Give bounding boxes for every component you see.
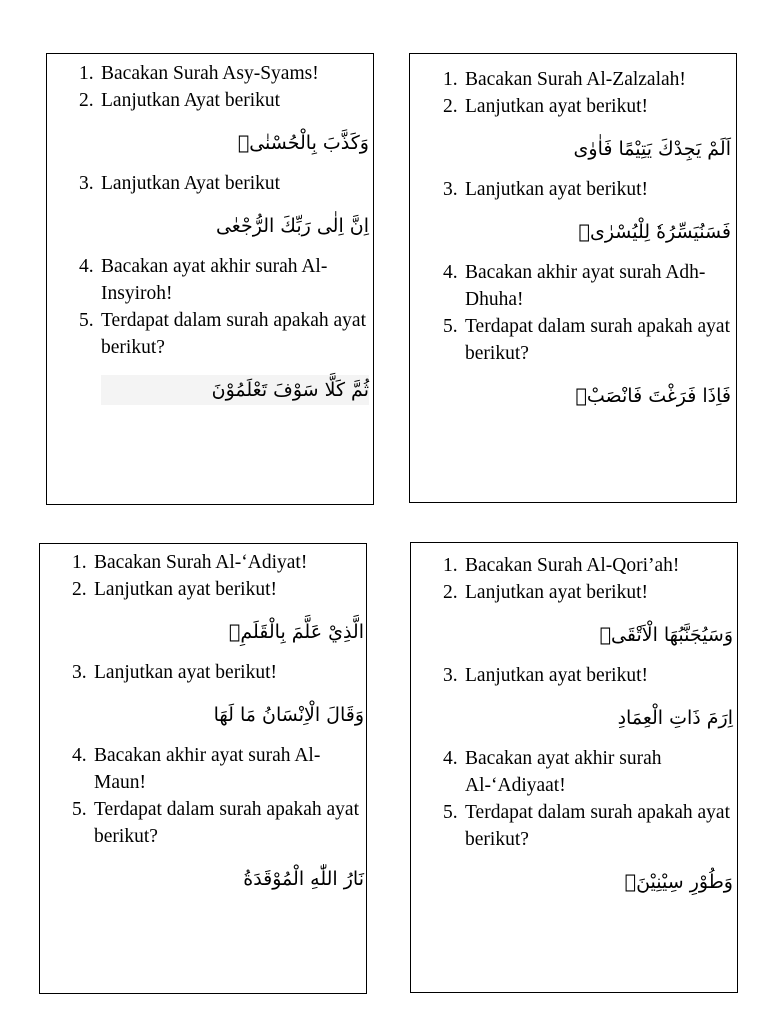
question-text: Bacakan Surah Asy-Syams! (101, 63, 319, 84)
arabic-verse: فَسَنُيَسِّرُهٗ لِلْيُسْرٰىۗ (578, 221, 731, 243)
question-text: Terdapat dalam surah apakah ayat berikut? (465, 802, 731, 850)
question-3: 3. Lanjutkan ayat berikut! فَسَنُيَسِّرُهٗ لِلْيُسْرٰىۗ (443, 176, 731, 247)
question-text: Lanjutkan ayat berikut! (465, 96, 649, 117)
question-text: Lanjutkan Ayat berikut (101, 90, 281, 111)
arabic-verse: فَاِذَا فَرَغْتَ فَانْصَبْۙ (575, 385, 731, 407)
question-text: Bacakan Surah Al-Zalzalah! (465, 69, 686, 90)
question-text: Terdapat dalam surah apakah ayat berikut? (94, 799, 360, 847)
arabic-verse: الَّذِيْ عَلَّمَ بِالْقَلَمِۙ (228, 621, 364, 643)
question-text: Lanjutkan ayat berikut! (465, 582, 649, 603)
question-text: Terdapat dalam surah apakah ayat berikut? (465, 316, 731, 364)
question-5: 5. Terdapat dalam surah apakah ayat berikut? وَطُوْرِ سِيْنِيْنَۙ (443, 799, 733, 897)
arabic-verse: وَسَيُجَنَّبُهَا الْاَتْقَىۙ (599, 624, 733, 646)
question-list (443, 66, 731, 423)
arabic-verse: اِنَّ اِلٰى رَبِّكَ الرُّجْعٰى (215, 215, 369, 237)
question-card-3 (39, 543, 367, 994)
question-3: 3. Lanjutkan ayat berikut! وَقَالَ الْاِنْسَانُ مَا لَهَا (72, 659, 364, 730)
question-text: Lanjutkan ayat berikut! (465, 665, 649, 686)
question-text: Bacakan Surah Al-‘Adiyat! (94, 552, 308, 573)
question-2: 2. Lanjutkan Ayat berikut وَكَذَّبَ بِالْحُسْنٰىۙ (79, 87, 369, 158)
arabic-verse: اِرَمَ ذَاتِ الْعِمَادِ (617, 707, 733, 729)
question-4: 4. Bacakan akhir ayat surah Al-Maun! (72, 745, 321, 793)
question-1: 1. Bacakan Surah Al-Qori’ah! (443, 555, 680, 576)
question-text: Lanjutkan Ayat berikut (101, 173, 281, 194)
arabic-verse: اَلَمْ يَجِدْكَ يَتِيْمًا فَاٰوٰى (573, 138, 731, 160)
arabic-verse: نَارُ اللّٰهِ الْمُوْقَدَةُ (243, 868, 364, 890)
question-text: Bacakan Surah Al-Qori’ah! (465, 555, 680, 576)
arabic-verse: وَكَذَّبَ بِالْحُسْنٰىۙ (237, 132, 369, 154)
question-2: 2. Lanjutkan ayat berikut! وَسَيُجَنَّبُهَا الْاَتْقَىۙ (443, 579, 733, 650)
question-text: Lanjutkan ayat berikut! (94, 662, 278, 683)
question-1: 1. Bacakan Surah Al-‘Adiyat! (72, 552, 308, 573)
question-text: Bacakan akhir ayat surah Adh-Dhuha! (465, 262, 706, 310)
question-card-4 (410, 542, 738, 993)
question-text: Bacakan ayat akhir surah Al-‘Adiyaat! (465, 748, 662, 796)
question-card-2 (409, 53, 737, 503)
question-text: Bacakan akhir ayat surah Al-Maun! (94, 745, 321, 793)
question-4: 4. Bacakan ayat akhir surah Al-Insyiroh! (79, 256, 328, 304)
question-1: 1. Bacakan Surah Al-Zalzalah! (443, 69, 686, 90)
question-4: 4. Bacakan ayat akhir surah Al-‘Adiyaat! (443, 748, 662, 796)
question-5: 5. Terdapat dalam surah apakah ayat berikut? ثُمَّ كَلَّا سَوْفَ تَعْلَمُوْنَ (79, 307, 369, 405)
question-text: Lanjutkan ayat berikut! (94, 579, 278, 600)
question-text: Terdapat dalam surah apakah ayat berikut? (101, 310, 367, 358)
question-5: 5. Terdapat dalam surah apakah ayat berikut? نَارُ اللّٰهِ الْمُوْقَدَةُ (72, 796, 364, 894)
question-1: 1. Bacakan Surah Asy-Syams! (79, 63, 319, 84)
question-2: 2. Lanjutkan ayat berikut! الَّذِيْ عَلَّمَ بِالْقَلَمِۙ (72, 576, 364, 647)
question-text: Bacakan ayat akhir surah Al-Insyiroh! (101, 256, 328, 304)
question-list (79, 60, 369, 417)
question-text: Lanjutkan ayat berikut! (465, 179, 649, 200)
question-3: 3. Lanjutkan Ayat berikut اِنَّ اِلٰى رَبِّكَ الرُّجْعٰى (79, 170, 369, 241)
question-3: 3. Lanjutkan ayat berikut! اِرَمَ ذَاتِ الْعِمَادِ (443, 662, 733, 733)
arabic-verse: ثُمَّ كَلَّا سَوْفَ تَعْلَمُوْنَ (101, 375, 369, 405)
arabic-verse: وَقَالَ الْاِنْسَانُ مَا لَهَا (213, 704, 364, 726)
question-5: 5. Terdapat dalam surah apakah ayat berikut? فَاِذَا فَرَغْتَ فَانْصَبْۙ (443, 313, 731, 411)
question-list (443, 552, 733, 909)
question-list (72, 549, 364, 906)
question-2: 2. Lanjutkan ayat berikut! اَلَمْ يَجِدْكَ يَتِيْمًا فَاٰوٰى (443, 93, 731, 164)
question-card-1 (46, 53, 374, 505)
question-4: 4. Bacakan akhir ayat surah Adh-Dhuha! (443, 262, 706, 310)
arabic-verse: وَطُوْرِ سِيْنِيْنَۙ (624, 871, 733, 893)
